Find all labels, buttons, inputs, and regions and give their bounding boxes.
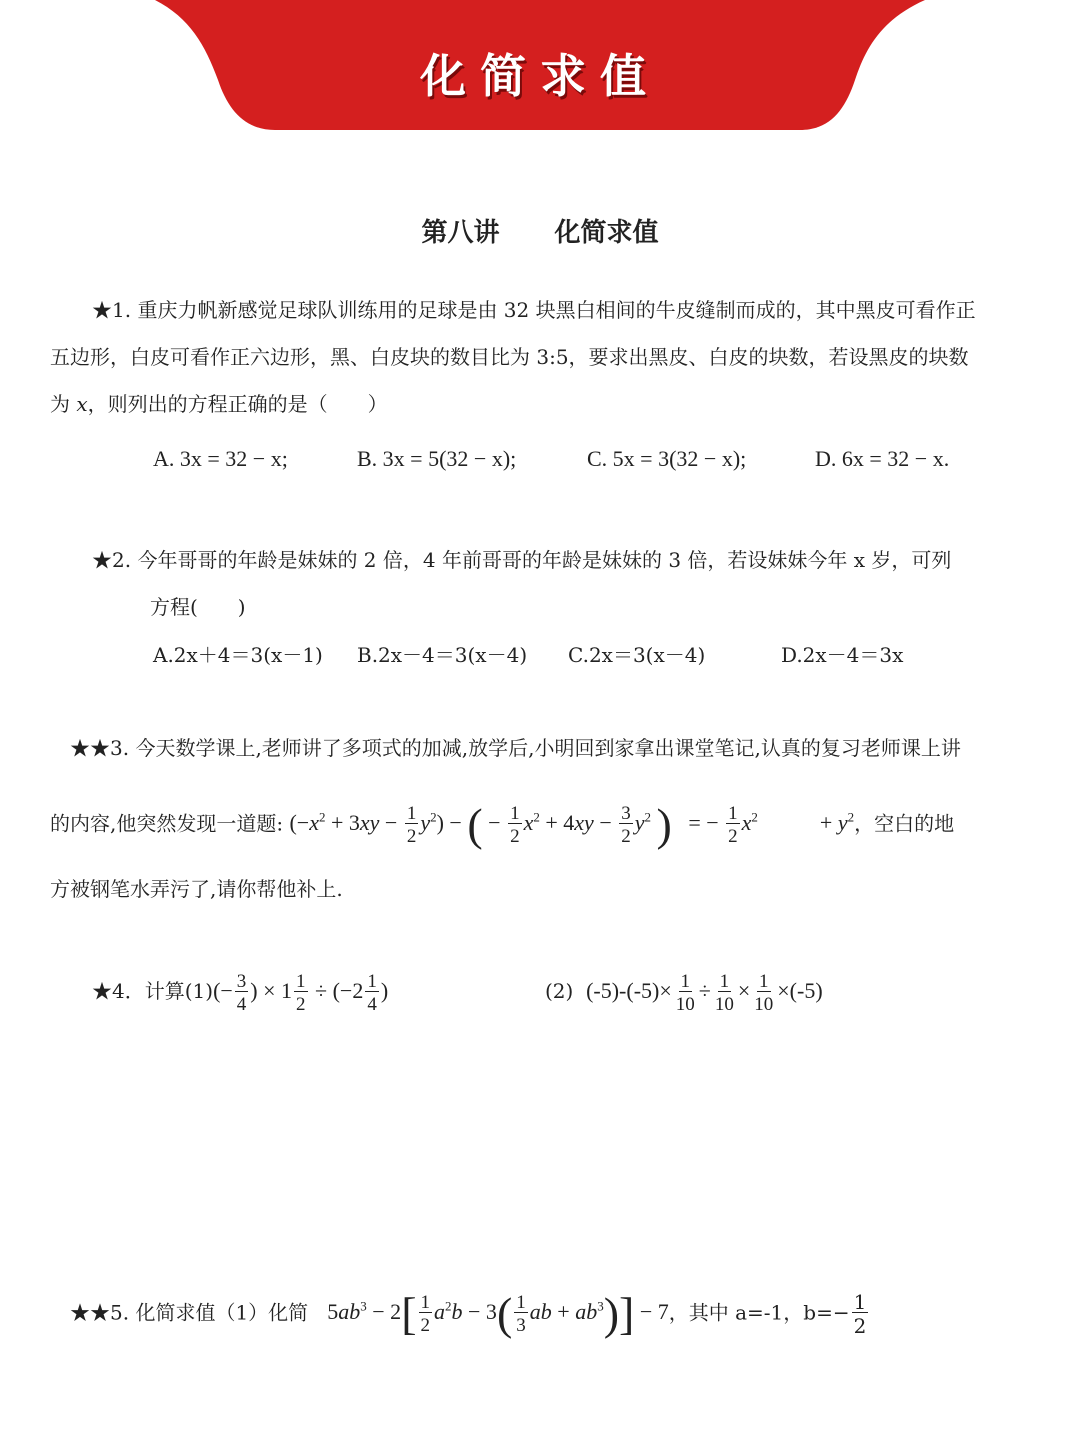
q3-star: ★★3. [70,736,130,760]
q2-line2: 方程( ) [150,595,246,619]
q1-line1: ★1. 重庆力帆新感觉足球队训练用的足球是由 32 块黑白相间的牛皮缝制而成的，其中黑皮可看作正 [92,298,976,322]
q3-expression: ($-x^2 + 3xy$ − $\frac{1}{2}$ $y^2$) − ( − $\frac{1}{2}$ $x^2 + 4xy$ − $\frac{3}{2}$ $y^2$ ) = − $\frac{1}{2}$ $x^2 + y^2$ [289,799,855,851]
q2-option-b[interactable]: B.2x－4＝3(x－4) [357,643,528,667]
q4-star: ★4．计算(1) [92,979,214,1003]
q1-option-d[interactable]: D. 6x = 32 − x. [815,446,950,471]
q2-option-d[interactable]: D.2x－4＝3x [781,643,904,667]
q2-line1: ★2. 今年哥哥的年龄是妹妹的 2 倍，4 年前哥哥的年龄是妹妹的 3 倍，若设妹妹今年 x 岁，可列 [92,548,952,572]
q3-line1: ★★3. 今天数学课上,老师讲了多项式的加减,放学后,小明回到家拿出课堂笔记,认真的复习老师课上讲 [70,736,961,760]
q2-option-a[interactable]: A.2x＋4＝3(x－1) [153,643,323,667]
q1-line2: 五边形，白皮可看作正六边形，黑、白皮块的数目比为 3:5，要求出黑皮、白皮的块数，若设黑皮的块数 [50,345,969,369]
q1-line3: 为 x，则列出的方程正确的是（ ） [50,392,388,416]
q2-star: ★2. [92,548,132,572]
lecture-topic: 化简求值 [554,218,659,248]
q5-line: ★★5. 化简求值（1）化简 $5ab^3 - 2$[ $\frac{1}{2}$ $a^2b - 3$( $\frac{1}{3}$ ab + $ab^3)] - 7$，其中 a=-1，b=− $\frac{1}{2}$ [70,1288,867,1340]
q3-line3: 方被钢笔水弄污了,请你帮他补上. [50,877,343,901]
q1-option-a[interactable]: A. 3x = 32 − x; [153,446,288,471]
page-title [0,212,1080,249]
q5-star: ★★5. [70,1300,130,1325]
q5-expression: $5ab^3 - 2$[ $\frac{1}{2}$ $a^2b - 3$( $\frac{1}{3}$ ab + $ab^3)] - 7$ [327,1288,669,1340]
q1-star: ★1. [92,298,132,322]
q4-part2: (2) (-5)-(-5)× $\frac{1}{10}$ ÷ $\frac{1}{10}$ × $\frac{1}{10}$ ×(-5) [545,970,823,1015]
lecture-label: 第八讲 [421,218,500,248]
q3-line2: 的内容,他突然发现一道题: ($-x^2 + 3xy$ − $\frac{1}{2}$ $y^2$) − ( − $\frac{1}{2}$ $x^2 + 4xy$ − $\frac{3}{2}$ $y^2$ ) = − $\frac{1}{2}$ $x^2 + y^2$，空白的地 [50,799,955,851]
banner-title: 化简求值 [420,49,660,103]
q1-option-b[interactable]: B. 3x = 5(32 − x); [357,446,517,471]
q2-option-c[interactable]: C.2x＝3(x－4) [568,643,706,667]
q1-option-c[interactable]: C. 5x = 3(32 − x); [587,446,747,471]
q4-part1: ★4．计算(1)(− $\frac{3}{4}$ ) × 1 $\frac{1}{2}$ ÷ (−2 $\frac{1}{4}$ ) [92,970,389,1015]
